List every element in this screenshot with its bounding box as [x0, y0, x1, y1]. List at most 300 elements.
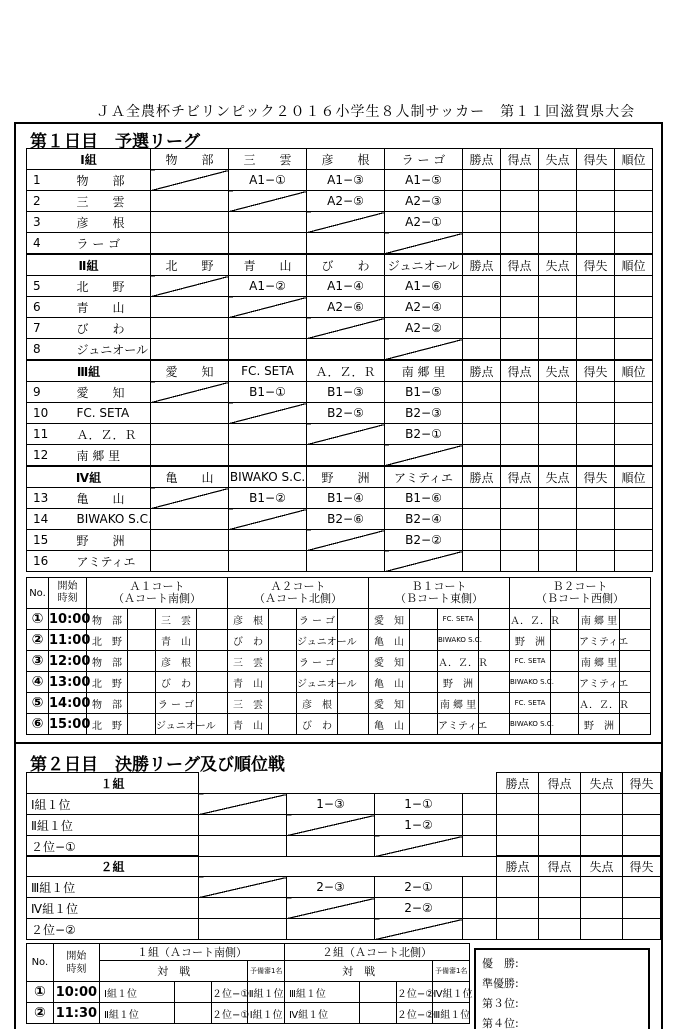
home-team: BIWAKO S.C.	[510, 672, 551, 693]
final-team-name: ２位−①	[27, 836, 199, 857]
start-label: 開始	[66, 950, 87, 962]
stat-cell	[497, 877, 539, 898]
court-header	[510, 578, 651, 609]
referee-cell	[479, 630, 510, 651]
stat-cell	[497, 836, 539, 857]
home-team: FC. SETA	[510, 693, 551, 714]
stat-cell	[539, 403, 577, 424]
stat-cell	[501, 424, 539, 445]
group-name: Ⅳ組	[27, 467, 151, 488]
match-cell: A2−③	[385, 191, 463, 212]
fourth-place-label: 第４位:	[482, 1017, 519, 1030]
match-cell	[199, 898, 287, 919]
away-team: BIWAKO S.C.	[438, 630, 479, 651]
referee-cell	[338, 651, 369, 672]
team-row	[27, 297, 653, 318]
stat-cell	[615, 382, 653, 403]
stat-cell	[497, 815, 539, 836]
referee-cell	[479, 609, 510, 630]
match-no: ①	[27, 609, 49, 630]
match-no: ④	[27, 672, 49, 693]
stat-cell	[501, 509, 539, 530]
stat-header: 得失	[623, 856, 661, 877]
match-cell	[151, 530, 229, 551]
match-cell: A2−⑤	[307, 191, 385, 212]
team-column-header: 三 雲	[229, 149, 307, 170]
referee-cell	[410, 714, 438, 735]
stat-header: 失点	[581, 856, 623, 877]
final-team-row	[27, 898, 661, 919]
stat-cell	[577, 191, 615, 212]
stat-cell	[615, 297, 653, 318]
referee-cell	[338, 609, 369, 630]
day2-schedule-row	[27, 1003, 470, 1024]
match-cell	[199, 836, 287, 857]
stat-cell	[615, 233, 653, 254]
stat-cell	[463, 877, 497, 898]
team-name: び わ	[73, 318, 151, 339]
away-team: び わ	[156, 672, 197, 693]
stat-header: 得失	[577, 361, 615, 382]
stat-header: 順位	[615, 255, 653, 276]
match-cell: B1−③	[307, 382, 385, 403]
stat-cell	[615, 445, 653, 466]
stat-cell	[615, 509, 653, 530]
stat-cell	[577, 424, 615, 445]
stat-cell	[577, 530, 615, 551]
referee-cell	[269, 714, 297, 735]
diagonal-cell	[385, 233, 463, 254]
team-row	[27, 170, 653, 191]
reserve-referee: Ⅳ組１位	[433, 982, 470, 1003]
stat-header: 得失	[577, 255, 615, 276]
third-place-label: 第３位:	[482, 997, 519, 1010]
stat-cell	[463, 170, 501, 191]
final-team-row	[27, 815, 661, 836]
match-cell: A2−①	[385, 212, 463, 233]
stat-cell	[463, 318, 501, 339]
referee-cell	[479, 672, 510, 693]
referee-cell	[269, 693, 297, 714]
home-team: FC. SETA	[510, 651, 551, 672]
no-header: No.	[27, 578, 49, 609]
stat-cell	[581, 898, 623, 919]
diagonal-cell	[151, 488, 229, 509]
diagonal-cell	[375, 836, 463, 857]
spacer-cell	[287, 856, 375, 877]
stat-cell	[539, 836, 581, 857]
match-cell: 2−①	[375, 877, 463, 898]
match-cell: 2−③	[287, 877, 375, 898]
diagonal-cell	[287, 815, 375, 836]
home-team: 野 洲	[510, 630, 551, 651]
day2-schedule-table	[26, 943, 473, 1024]
diagonal-cell	[229, 403, 307, 424]
referee-cell	[128, 630, 156, 651]
start-time: 11:30	[53, 1003, 99, 1024]
away-team: ラ ー ゴ	[156, 693, 197, 714]
group-table	[26, 466, 653, 572]
group-table	[26, 360, 653, 466]
home-team: 物 部	[87, 693, 128, 714]
spacer-cell	[463, 856, 497, 877]
away-team: 南 郷 里	[438, 693, 479, 714]
diagonal-cell	[199, 877, 287, 898]
stat-cell	[539, 551, 577, 572]
vs-header: 対 戦	[284, 961, 432, 982]
diagonal-cell	[307, 530, 385, 551]
referee-cell	[551, 651, 579, 672]
away-team: ラ ー ゴ	[297, 651, 338, 672]
team-column-header: び わ	[307, 255, 385, 276]
referee-cell	[269, 672, 297, 693]
runner-up-label: 準優勝:	[482, 977, 519, 990]
final-team-row	[27, 836, 661, 857]
team-number: 7	[27, 318, 73, 339]
team-column-header: ジュニオール	[385, 255, 463, 276]
referee-cell	[551, 693, 579, 714]
stat-cell	[539, 382, 577, 403]
away-team: ２位−①	[211, 982, 248, 1003]
stat-cell	[577, 445, 615, 466]
team-number: 3	[27, 212, 73, 233]
stat-cell	[615, 530, 653, 551]
final-group-table	[26, 772, 661, 857]
home-team: 亀 山	[369, 630, 410, 651]
final-team-row	[27, 877, 661, 898]
stat-cell	[463, 488, 501, 509]
group-header-row	[27, 149, 653, 170]
group-table	[26, 254, 653, 360]
start-time: 10:00	[49, 609, 87, 630]
day1-heading: 第１日目 予選リーグ	[30, 132, 200, 152]
away-team: ジュニオール	[297, 672, 338, 693]
spacer-cell	[175, 1003, 212, 1024]
final-group-header-row	[27, 856, 661, 877]
group-header-row	[27, 361, 653, 382]
stat-cell	[539, 297, 577, 318]
stat-cell	[463, 212, 501, 233]
court-name: Ａ２コート	[270, 580, 326, 593]
schedule-row	[27, 672, 651, 693]
match-cell: B1−①	[229, 382, 307, 403]
team-name: ジュニオール	[73, 339, 151, 360]
match-cell: B2−③	[385, 403, 463, 424]
referee-cell	[197, 693, 228, 714]
spacer-cell	[375, 856, 463, 877]
schedule-row	[27, 693, 651, 714]
home-team: 物 部	[87, 609, 128, 630]
team-column-header: 物 部	[151, 149, 229, 170]
match-cell	[151, 403, 229, 424]
stat-cell	[577, 339, 615, 360]
referee-cell	[479, 693, 510, 714]
stat-cell	[539, 191, 577, 212]
stat-header: 得点	[501, 149, 539, 170]
referee-cell	[128, 714, 156, 735]
home-team: 愛 知	[369, 693, 410, 714]
stat-cell	[501, 339, 539, 360]
team-row	[27, 276, 653, 297]
team-name: アミティエ	[73, 551, 151, 572]
team-name: Ａ．Ｚ．Ｒ	[73, 424, 151, 445]
stat-cell	[463, 530, 501, 551]
away-team: 彦 根	[156, 651, 197, 672]
stat-header: 得失	[577, 467, 615, 488]
final-group-header-row	[27, 773, 661, 794]
match-cell	[229, 233, 307, 254]
match-cell	[151, 424, 229, 445]
stat-cell	[463, 445, 501, 466]
stat-cell	[463, 424, 501, 445]
stat-header: 得失	[577, 149, 615, 170]
team-name: 南 郷 里	[73, 445, 151, 466]
away-team: Ａ．Ｚ．Ｒ	[579, 693, 620, 714]
stat-cell	[623, 836, 661, 857]
home-team: 亀 山	[369, 672, 410, 693]
section-divider	[14, 742, 663, 744]
reserve-referee: Ⅱ組１位	[248, 982, 285, 1003]
team-column-header: 北 野	[151, 255, 229, 276]
match-no: ②	[27, 630, 49, 651]
match-no: ②	[27, 1003, 54, 1024]
stat-header: 順位	[615, 467, 653, 488]
home-team: 三 雲	[228, 651, 269, 672]
away-team: アミティエ	[579, 630, 620, 651]
stat-cell	[463, 382, 501, 403]
match-cell	[229, 551, 307, 572]
stat-header: 得点	[539, 773, 581, 794]
referee-cell	[128, 672, 156, 693]
match-cell	[229, 212, 307, 233]
stat-cell	[615, 170, 653, 191]
match-cell: B1−⑤	[385, 382, 463, 403]
home-team: 彦 根	[228, 609, 269, 630]
stat-cell	[615, 339, 653, 360]
match-cell	[199, 815, 287, 836]
team-number: 13	[27, 488, 73, 509]
court-header	[228, 578, 369, 609]
team-column-header: 青 山	[229, 255, 307, 276]
team-column-header: Ａ．Ｚ．Ｒ	[307, 361, 385, 382]
diagonal-cell	[229, 297, 307, 318]
away-team: 三 雲	[156, 609, 197, 630]
time-label: 時刻	[66, 963, 87, 975]
match-cell: B2−④	[385, 509, 463, 530]
day2-schedule-header	[27, 944, 470, 961]
team-row	[27, 191, 653, 212]
no-header: No.	[27, 944, 54, 982]
referee-cell	[197, 609, 228, 630]
home-team: 北 野	[87, 672, 128, 693]
team-row	[27, 530, 653, 551]
court-name: Ｂ２コート	[552, 580, 608, 593]
group-name: Ⅰ組	[27, 149, 151, 170]
spacer-cell	[199, 773, 287, 794]
away-team: FC. SETA	[438, 609, 479, 630]
home-team: 物 部	[87, 651, 128, 672]
team-name: 愛 知	[73, 382, 151, 403]
team-column-header: FC. SETA	[229, 361, 307, 382]
match-cell	[307, 233, 385, 254]
stat-header: 順位	[615, 149, 653, 170]
start-time: 13:00	[49, 672, 87, 693]
team-number: 6	[27, 297, 73, 318]
team-row	[27, 339, 653, 360]
stat-cell	[577, 233, 615, 254]
stat-header: 勝点	[463, 467, 501, 488]
stat-cell	[615, 212, 653, 233]
group-table	[26, 148, 653, 254]
team-column-header: ラ ー ゴ	[385, 149, 463, 170]
diagonal-cell	[307, 424, 385, 445]
start-time: 11:00	[49, 630, 87, 651]
stat-cell	[463, 794, 497, 815]
stat-header: 得失	[623, 773, 661, 794]
match-cell	[307, 339, 385, 360]
match-cell	[151, 551, 229, 572]
home-team: 青 山	[228, 714, 269, 735]
start-time-header	[49, 578, 87, 609]
match-cell: B2−⑥	[307, 509, 385, 530]
stat-cell	[577, 297, 615, 318]
referee-cell	[410, 672, 438, 693]
home-team: 北 野	[87, 630, 128, 651]
match-cell: A2−②	[385, 318, 463, 339]
stat-header: 勝点	[497, 856, 539, 877]
diagonal-cell	[151, 170, 229, 191]
diagonal-cell	[375, 919, 463, 940]
stat-header: 勝点	[463, 361, 501, 382]
team-name: 三 雲	[73, 191, 151, 212]
schedule-row	[27, 609, 651, 630]
team-number: 15	[27, 530, 73, 551]
stat-cell	[577, 403, 615, 424]
stat-cell	[539, 424, 577, 445]
stat-cell	[615, 551, 653, 572]
stat-cell	[463, 233, 501, 254]
schedule-row	[27, 630, 651, 651]
stat-cell	[577, 382, 615, 403]
stat-cell	[539, 815, 581, 836]
team-name: 物 部	[73, 170, 151, 191]
match-no: ⑤	[27, 693, 49, 714]
stat-cell	[623, 919, 661, 940]
match-no: ⑥	[27, 714, 49, 735]
team-column-header: 亀 山	[151, 467, 229, 488]
team-number: 1	[27, 170, 73, 191]
home-team: Ⅲ組１位	[284, 982, 359, 1003]
stat-header: 失点	[539, 361, 577, 382]
home-team: Ⅰ組１位	[100, 982, 175, 1003]
team-number: 2	[27, 191, 73, 212]
match-cell: A1−⑤	[385, 170, 463, 191]
spacer-cell	[175, 982, 212, 1003]
stat-header: 勝点	[463, 149, 501, 170]
final-team-row	[27, 919, 661, 940]
team-column-header: BIWAKO S.C.	[229, 467, 307, 488]
referee-cell	[269, 630, 297, 651]
stat-cell	[463, 898, 497, 919]
stat-cell	[539, 170, 577, 191]
stat-cell	[623, 877, 661, 898]
stat-cell	[501, 170, 539, 191]
match-cell	[151, 318, 229, 339]
stat-cell	[577, 276, 615, 297]
stat-cell	[539, 877, 581, 898]
match-cell	[307, 445, 385, 466]
start-time: 14:00	[49, 693, 87, 714]
match-cell: 2−②	[375, 898, 463, 919]
team-number: 8	[27, 339, 73, 360]
team-name: BIWAKO S.C.	[73, 509, 151, 530]
stat-header: 勝点	[497, 773, 539, 794]
winner-label: 優 勝:	[482, 957, 519, 970]
court-side: （Ｂコート東側）	[395, 592, 483, 605]
referee-cell	[620, 609, 651, 630]
home-team: Ａ．Ｚ．Ｒ	[510, 609, 551, 630]
referee-cell	[410, 630, 438, 651]
match-no: ①	[27, 982, 54, 1003]
away-team: ジュニオール	[297, 630, 338, 651]
final-team-name: ２位−②	[27, 919, 199, 940]
home-team: 愛 知	[369, 651, 410, 672]
team-row	[27, 488, 653, 509]
court-side: （Ａコート北側）	[254, 592, 342, 605]
stat-cell	[501, 488, 539, 509]
match-cell	[307, 551, 385, 572]
stat-header: 順位	[615, 361, 653, 382]
match-cell	[151, 212, 229, 233]
match-cell	[151, 233, 229, 254]
home-team: 青 山	[228, 672, 269, 693]
away-team: 南 郷 里	[579, 609, 620, 630]
spacer-cell	[375, 773, 463, 794]
stat-cell	[463, 297, 501, 318]
final-team-name: Ⅳ組１位	[27, 898, 199, 919]
start-time: 12:00	[49, 651, 87, 672]
final-group-name: ２組	[27, 856, 199, 877]
away-team: Ａ．Ｚ．Ｒ	[438, 651, 479, 672]
home-team: Ⅳ組１位	[284, 1003, 359, 1024]
court-name: Ｂ１コート	[411, 580, 467, 593]
match-cell	[229, 424, 307, 445]
stat-header: 勝点	[463, 255, 501, 276]
group-name: Ⅲ組	[27, 361, 151, 382]
time-label: 時刻	[57, 593, 78, 604]
vs-header: 対 戦	[100, 961, 248, 982]
spacer-cell	[360, 982, 397, 1003]
referee-cell	[338, 714, 369, 735]
stat-cell	[463, 276, 501, 297]
schedule-header-row	[27, 578, 651, 609]
stat-cell	[577, 318, 615, 339]
team-number: 10	[27, 403, 73, 424]
referee-cell	[269, 651, 297, 672]
spacer-cell	[199, 856, 287, 877]
stat-cell	[539, 530, 577, 551]
match-cell: B2−①	[385, 424, 463, 445]
spacer-cell	[287, 773, 375, 794]
stat-cell	[615, 191, 653, 212]
court-header	[87, 578, 228, 609]
reserve-referee-header: 予備審1名	[433, 961, 470, 982]
away-team: ジュニオール	[156, 714, 197, 735]
stat-cell	[501, 382, 539, 403]
diagonal-cell	[199, 794, 287, 815]
day1-schedule-table	[26, 577, 651, 735]
match-cell: B1−②	[229, 488, 307, 509]
